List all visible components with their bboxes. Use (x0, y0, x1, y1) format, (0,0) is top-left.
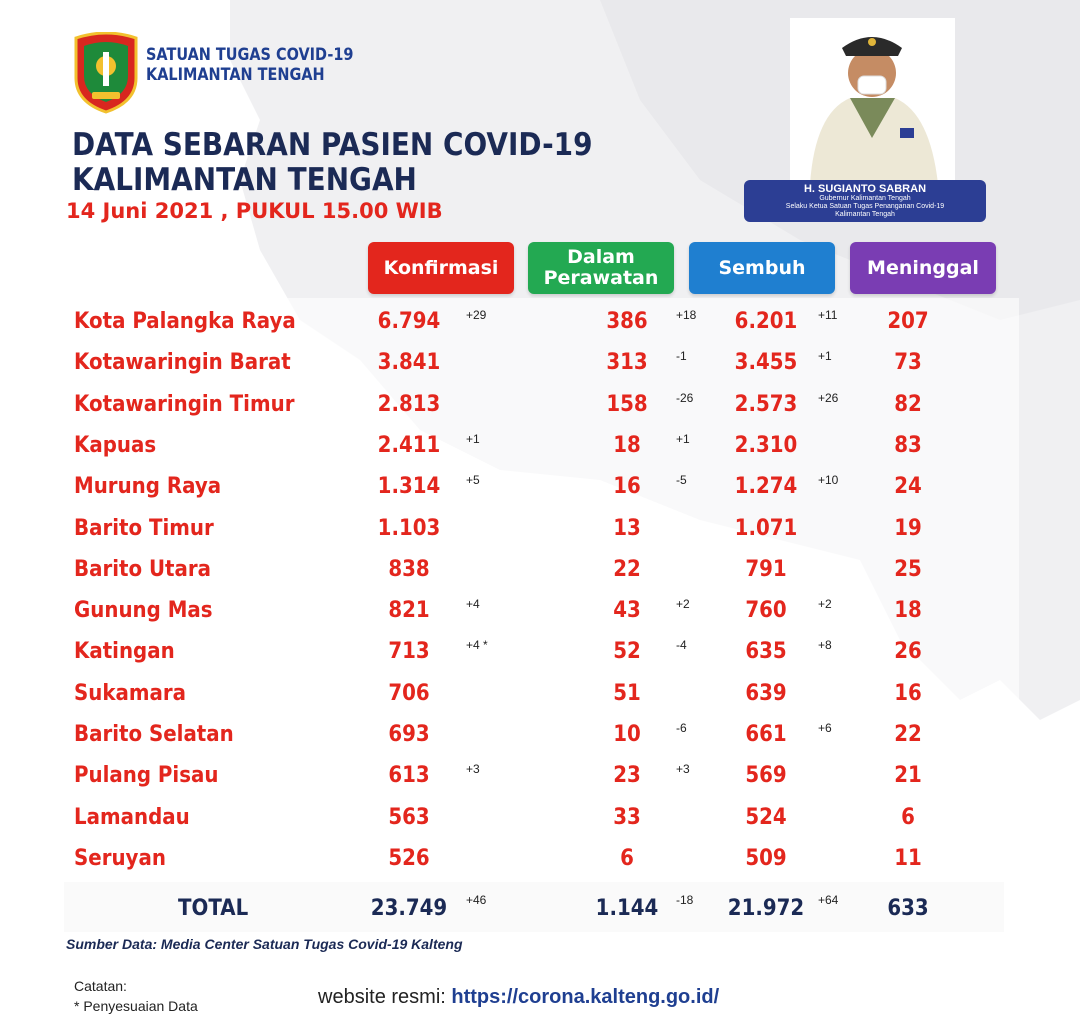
cell-sembuh: 509 (745, 845, 787, 871)
cell-meninggal: 25 (894, 556, 922, 582)
governor-photo (790, 18, 955, 184)
total-perawatan-delta: -18 (676, 893, 694, 907)
cell-konfirmasi-delta: +3 (466, 762, 480, 777)
page-title (72, 128, 592, 198)
cell-sembuh: 661 (745, 722, 787, 747)
header-meninggal (850, 242, 996, 294)
cell-konfirmasi: 1.103 (377, 515, 441, 541)
total-konfirmasi-delta: +46 (466, 893, 487, 907)
region-name: Pulang Pisau (74, 763, 219, 789)
total-meninggal: 633 (887, 896, 929, 921)
table-row (0, 429, 1080, 470)
table-row (0, 388, 1080, 429)
cell-meninggal: 83 (894, 432, 922, 458)
region-name: Murung Raya (74, 474, 222, 500)
region-name: Barito Utara (74, 556, 211, 582)
header-meninggal-label: Meninggal (867, 256, 979, 279)
cell-meninggal: 73 (894, 350, 922, 376)
cell-sembuh-delta: +11 (818, 308, 838, 322)
cell-perawatan: 386 (606, 309, 648, 334)
cell-konfirmasi: 821 (388, 598, 430, 624)
cell-perawatan-delta: -4 (676, 638, 687, 653)
cell-sembuh-delta: +1 (818, 349, 832, 364)
cell-meninggal: 24 (894, 474, 922, 500)
cell-sembuh: 760 (745, 598, 787, 624)
cell-konfirmasi: 838 (388, 556, 430, 582)
cell-sembuh: 2.310 (734, 432, 798, 458)
total-perawatan: 1.144 (595, 896, 659, 921)
cell-perawatan-delta: -26 (676, 390, 694, 405)
cell-konfirmasi: 713 (388, 639, 430, 665)
governor-name: H. SUGIANTO SABRAN (803, 183, 927, 195)
governor-role-2: Selaku Ketua Satuan Tugas Penanganan Covid-19 (785, 203, 945, 210)
cell-meninggal: 18 (894, 598, 922, 624)
cell-perawatan: 16 (613, 474, 641, 500)
cell-konfirmasi: 3.841 (377, 350, 441, 376)
cell-perawatan-delta: -6 (676, 721, 687, 735)
cell-sembuh: 791 (745, 556, 787, 582)
cell-konfirmasi: 1.314 (377, 474, 441, 500)
cell-konfirmasi-delta: +5 (466, 473, 480, 488)
table-row (0, 346, 1080, 387)
cell-konfirmasi: 613 (388, 763, 430, 789)
table-row (0, 470, 1080, 511)
note-item: * Penyesuaian Data (74, 998, 198, 1014)
header-dalam-perawatan (528, 242, 674, 294)
data-source: Sumber Data: Media Center Satuan Tugas Covid-19 Kalteng (66, 936, 463, 952)
cell-sembuh: 639 (745, 680, 787, 706)
header-sembuh (689, 242, 835, 294)
cell-perawatan-delta: +1 (676, 431, 690, 446)
region-name: Sukamara (74, 680, 187, 706)
cell-perawatan: 13 (613, 515, 641, 541)
table-row (0, 305, 1080, 346)
region-name: Kotawaringin Timur (74, 391, 295, 417)
cell-perawatan-delta: +2 (676, 597, 690, 612)
cell-perawatan-delta: +3 (676, 762, 690, 777)
header-konfirmasi-label: Konfirmasi (383, 256, 499, 279)
cell-meninggal: 16 (894, 680, 922, 706)
cell-konfirmasi: 693 (388, 722, 430, 747)
region-name: Seruyan (74, 845, 166, 871)
cell-perawatan: 51 (613, 680, 641, 706)
region-name: Lamandau (74, 804, 190, 830)
cell-meninggal: 26 (894, 639, 922, 665)
table-row (0, 801, 1080, 842)
cell-meninggal: 22 (894, 722, 922, 747)
cell-konfirmasi: 6.794 (377, 309, 441, 334)
cell-perawatan-delta: -1 (676, 349, 687, 364)
cell-perawatan: 158 (606, 391, 648, 417)
region-name: Barito Selatan (74, 722, 234, 747)
cell-sembuh-delta: +10 (818, 473, 839, 488)
cell-konfirmasi: 526 (388, 845, 430, 871)
cell-konfirmasi: 706 (388, 680, 430, 706)
website (318, 986, 719, 1009)
cell-sembuh-delta: +8 (818, 638, 832, 653)
table-row (0, 759, 1080, 800)
cell-sembuh-delta: +6 (818, 721, 832, 735)
cell-sembuh: 3.455 (734, 350, 798, 376)
cell-perawatan: 313 (606, 350, 648, 376)
total-sembuh-delta: +64 (818, 893, 839, 907)
region-name: Gunung Mas (74, 598, 213, 624)
total-konfirmasi: 23.749 (370, 896, 448, 921)
cell-konfirmasi-delta: +29 (466, 308, 487, 322)
cell-konfirmasi-delta: +1 (466, 431, 480, 446)
header-konfirmasi (368, 242, 514, 294)
region-name: Kota Palangka Raya (74, 309, 296, 334)
cell-perawatan-delta: +18 (676, 308, 697, 322)
cell-sembuh: 1.274 (734, 474, 798, 500)
cell-perawatan-delta: -5 (676, 473, 687, 488)
cell-sembuh: 2.573 (734, 391, 798, 417)
table-row (0, 594, 1080, 635)
governor-caption (744, 180, 986, 222)
total-sembuh: 21.972 (727, 896, 805, 921)
cell-perawatan: 22 (613, 556, 641, 582)
cell-perawatan: 52 (613, 639, 641, 665)
cell-perawatan: 10 (613, 722, 641, 747)
org-line1: SATUAN TUGAS COVID-19 (146, 45, 354, 65)
cell-konfirmasi-delta: +4 * (466, 638, 488, 653)
table-row (0, 512, 1080, 553)
table-row (0, 553, 1080, 594)
cell-meninggal: 207 (887, 309, 929, 334)
table-row (0, 842, 1080, 883)
cell-sembuh-delta: +26 (818, 390, 839, 405)
header-sembuh-label: Sembuh (718, 256, 806, 279)
cell-meninggal: 82 (894, 391, 922, 417)
note (74, 976, 198, 1016)
title-line2: KALIMANTAN TENGAH (72, 162, 417, 198)
table-row (0, 718, 1080, 759)
region-name: Katingan (74, 639, 175, 665)
cell-meninggal: 11 (894, 845, 922, 871)
cell-perawatan: 6 (620, 845, 634, 871)
cell-sembuh-delta: +2 (818, 597, 832, 612)
region-name: Kapuas (74, 432, 157, 458)
cell-konfirmasi: 2.411 (377, 432, 441, 458)
governor-role: Gubernur Kalimantan Tengah (819, 195, 911, 202)
cell-sembuh: 6.201 (734, 309, 798, 334)
cell-konfirmasi: 563 (388, 804, 430, 830)
org-name (146, 45, 353, 85)
website-link[interactable]: https://corona.kalteng.go.id/ (451, 986, 720, 1008)
cell-konfirmasi-delta: +4 (466, 597, 480, 612)
kalteng-emblem-icon (72, 32, 140, 114)
cell-sembuh: 569 (745, 763, 787, 789)
table-row (0, 635, 1080, 676)
region-name: Barito Timur (74, 515, 214, 541)
header-perawatan-line2: Perawatan (543, 267, 659, 289)
cell-meninggal: 21 (894, 763, 922, 789)
governor-role-3: Kalimantan Tengah (835, 211, 895, 218)
table-row (0, 677, 1080, 718)
cell-perawatan: 33 (613, 804, 641, 830)
note-title: Catatan: (74, 978, 127, 994)
cell-sembuh: 1.071 (734, 515, 798, 541)
cell-konfirmasi: 2.813 (377, 391, 441, 417)
region-name: Kotawaringin Barat (74, 350, 291, 376)
header-perawatan-line1: Dalam (567, 246, 635, 268)
cell-perawatan: 23 (613, 763, 641, 789)
cell-perawatan: 18 (613, 432, 641, 458)
cell-sembuh: 524 (745, 804, 787, 830)
cell-sembuh: 635 (745, 639, 787, 665)
report-date: 14 Juni 2021 , PUKUL 15.00 WIB (66, 199, 443, 223)
total-label: TOTAL (178, 896, 249, 921)
title-line1: DATA SEBARAN PASIEN COVID-19 (72, 127, 593, 163)
org-line2: KALIMANTAN TENGAH (146, 65, 325, 85)
cell-perawatan: 43 (613, 598, 641, 624)
cell-meninggal: 19 (894, 515, 922, 541)
website-label: website resmi: (318, 986, 452, 1008)
cell-meninggal: 6 (901, 804, 915, 830)
